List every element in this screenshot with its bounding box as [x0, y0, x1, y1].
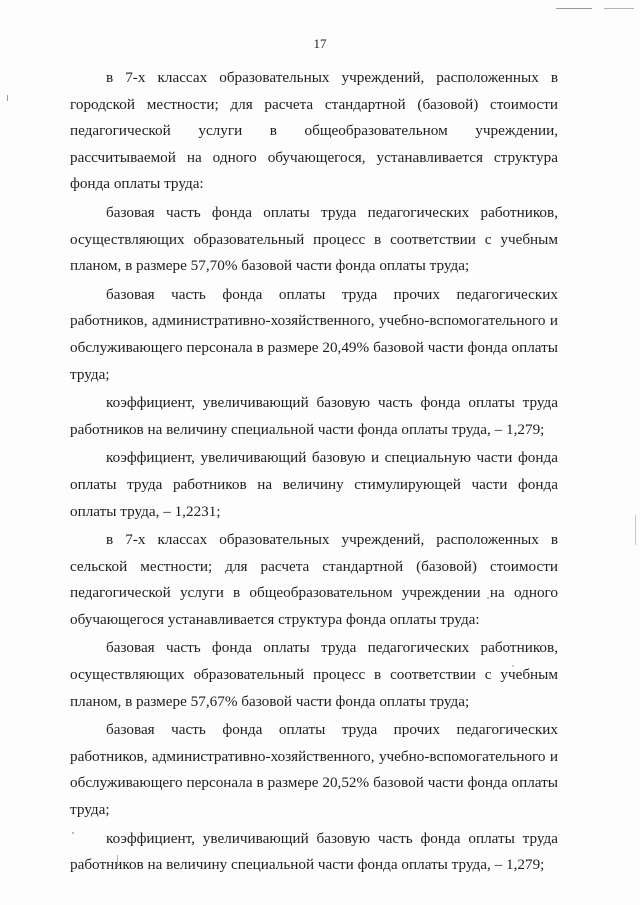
- scan-artifact-mark: [635, 515, 636, 545]
- scan-artifact-mark: [7, 95, 8, 101]
- paragraph-urban-teaching-staff-share: базовая часть фонда оплаты труда педагогических работников, осуществляющих образовательный процесс в соответствии с учебным планом, в размере 57,70% базовой части фонда оплаты труда;: [70, 203, 558, 275]
- scan-artifact-line: [556, 8, 592, 9]
- paragraph-urban-other-staff-share: базовая часть фонда оплаты труда прочих педагогических работников, административно-хозяйственного, учебно-вспомогательного и обслуживающего персонала в размере 20,49% базовой части фонда оплаты труда;: [70, 285, 558, 383]
- scan-artifact-line: [604, 8, 634, 9]
- paragraph-urban-incentive-coefficient: коэффициент, увеличивающий базовую и специальную части фонда оплаты труда работников на величину стимулирующей части фонда оплаты труда, – 1,2231;: [70, 449, 558, 520]
- paragraph-urban-special-coefficient: коэффициент, увеличивающий базовую часть фонда оплаты труда работников на величину специальной части фонда оплаты труда, – 1,279;: [70, 394, 558, 438]
- paragraph-rural-teaching-staff-share: базовая часть фонда оплаты труда педагогических работников, осуществляющих образовательный процесс в соответствии с учебным планом, в размере 57,67% базовой части фонда оплаты труда;: [70, 639, 558, 710]
- page-number: 17: [313, 36, 327, 51]
- paragraph-rural-7th-grade-intro: в 7-х классах образовательных учреждений, расположенных в сельской местности; для расчета стандартной (базовой) стоимости педагогической услуги в общеобразовательном учреждении на одного обучающегося устанавливается структура фонда оплаты труда:: [70, 531, 558, 628]
- document-body: [70, 65, 558, 879]
- paragraph-rural-other-staff-share: базовая часть фонда оплаты труда прочих педагогических работников, административно-хозяйственного, учебно-вспомогательного и обслуживающего персонала в размере 20,52% базовой части фонда оплаты труда;: [70, 721, 558, 819]
- paragraph-rural-special-coefficient: коэффициент, увеличивающий базовую часть фонда оплаты труда работников на величину специальной части фонда оплаты труда, – 1,279;: [70, 829, 558, 874]
- paragraph-urban-7th-grade-intro: в 7-х классах образовательных учреждений, расположенных в городской местности; для расчета стандартной (базовой) стоимости педагогической услуги в общеобразовательном учреждении, рассчитываемой на одного обучающегося, устанавливается структура фонда оплаты труда:: [70, 69, 558, 193]
